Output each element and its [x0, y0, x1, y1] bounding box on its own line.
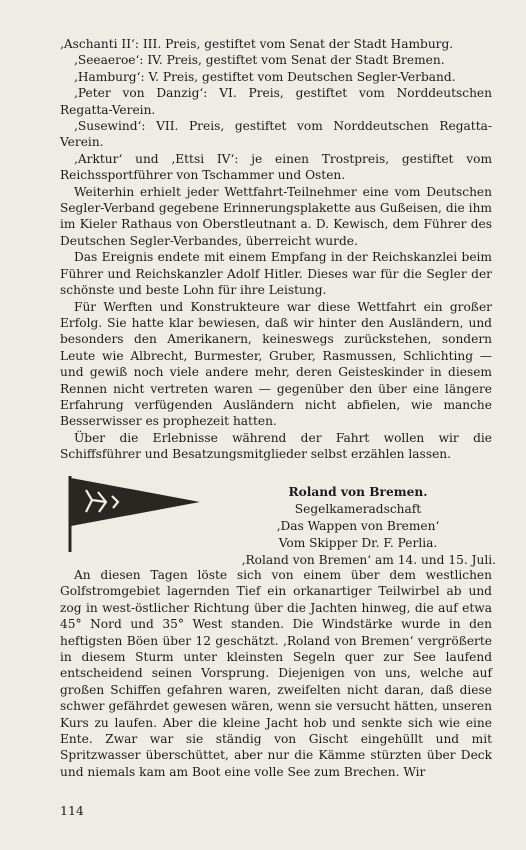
paragraph: An diesen Tagen löste sich von einem über dem westlichen Golfstromgebiet lagernden Tief ein orkanartiger Teilwirbel ab und zog in west-östlicher Richtung über die Jachten hinweg, die auf etwa 45° Nord und 35° West standen. Die Windstärke wurde in den heftigsten Böen über 12 geschätzt. ‚Roland von Bremen‘ vergrößerte in diesem Sturm unter kleinsten Segeln quer zur See laufend entscheidend seinen Vorsprung. Diejenigen von uns, welche auf großen Schiffen gefahren waren, zweifelten nicht daran, daß diese schwer gefährdet gewesen wären, wenn sie versucht hätten, unseren Kurs zu laufen. Aber die kleine Jacht hob und senkte sich wie eine Ente. Zwar war sie ständig von Gischt eingehüllt und mit Spritzwasser überschüttet, aber nur die Kämme stürzten über Deck und niemals kam am Boot eine volle See zum Brechen. Wir: [60, 568, 492, 779]
section-header: [220, 484, 496, 569]
date-line: ‚Roland von Bremen‘ am 14. und 15. Juli.: [241, 553, 496, 567]
section-title: Roland von Bremen.: [288, 485, 428, 499]
paragraph: ‚Hamburg‘: V. Preis, gestiftet vom Deutschen Segler-Verband.: [74, 69, 456, 84]
paragraph: Weiterhin erhielt jeder Wettfahrt-Teilnehmer eine vom Deutschen Segler-Verband gegebene Erinnerungsplakette aus Gußeisen, die ihm im Kieler Rathaus von Oberstleutnant a. D. Kewisch, dem Führer des Deutschen Segler-Verbandes, überreicht wurde.: [60, 184, 492, 248]
paragraph: ‚Susewind‘: VII. Preis, gestiftet vom Norddeutschen Regatta-Verein.: [60, 119, 492, 150]
club-line: Segelkameradschaft: [294, 502, 422, 516]
paragraph: ‚Aschanti II‘: III. Preis, gestiftet vom Senat der Stadt Hamburg.: [60, 37, 454, 51]
paragraph: Das Ereignis endete mit einem Empfang in der Reichskanzlei beim Führer und Reichskanzler Adolf Hitler. Dieses war für die Segler der schönste und beste Lohn für ihre Leistung.: [60, 250, 492, 298]
club-name-line: ‚Das Wappen von Bremen‘: [276, 519, 440, 533]
paragraph: ‚Seeaeroe‘: IV. Preis, gestiftet vom Senat der Stadt Bremen.: [74, 53, 445, 68]
lower-text-block: [60, 567, 492, 780]
page-number: 114: [60, 803, 84, 818]
paragraph: Über die Erlebnisse während der Fahrt wollen wir die Schiffsführer und Besatzungsmitglieder selbst erzählen lassen.: [60, 430, 492, 462]
skipper-line: Vom Skipper Dr. F. Perlia.: [278, 536, 438, 550]
paragraph: ‚Peter von Danzig‘: VI. Preis, gestiftet vom Norddeutschen Regatta-Verein.: [60, 86, 492, 117]
paragraph: ‚Arktur‘ und ‚Ettsi IV‘: je einen Trostpreis, gestiftet vom Reichssportführer von Tschammer und Osten.: [60, 151, 492, 183]
pennant-flag-icon: [66, 474, 202, 554]
paragraph: Für Werften und Konstrukteure war diese Wettfahrt ein großer Erfolg. Sie hatte klar bewiesen, daß wir hinter den Ausländern, und besonders den Amerikanern, keineswegs zurückstehen, sondern Leute wie Albrecht, Burmester, Gruber, Rasmussen, Schlichting — und gewiß noch viele andere mehr, deren Geisteskinder in diesem Rennen nicht vertreten waren — gegenüber den über eine längere Erfahrung verfügenden Ausländern nicht abfielen, wie manche Besserwisser es prophezeit hatten.: [60, 299, 492, 429]
upper-text-block: [60, 36, 492, 463]
